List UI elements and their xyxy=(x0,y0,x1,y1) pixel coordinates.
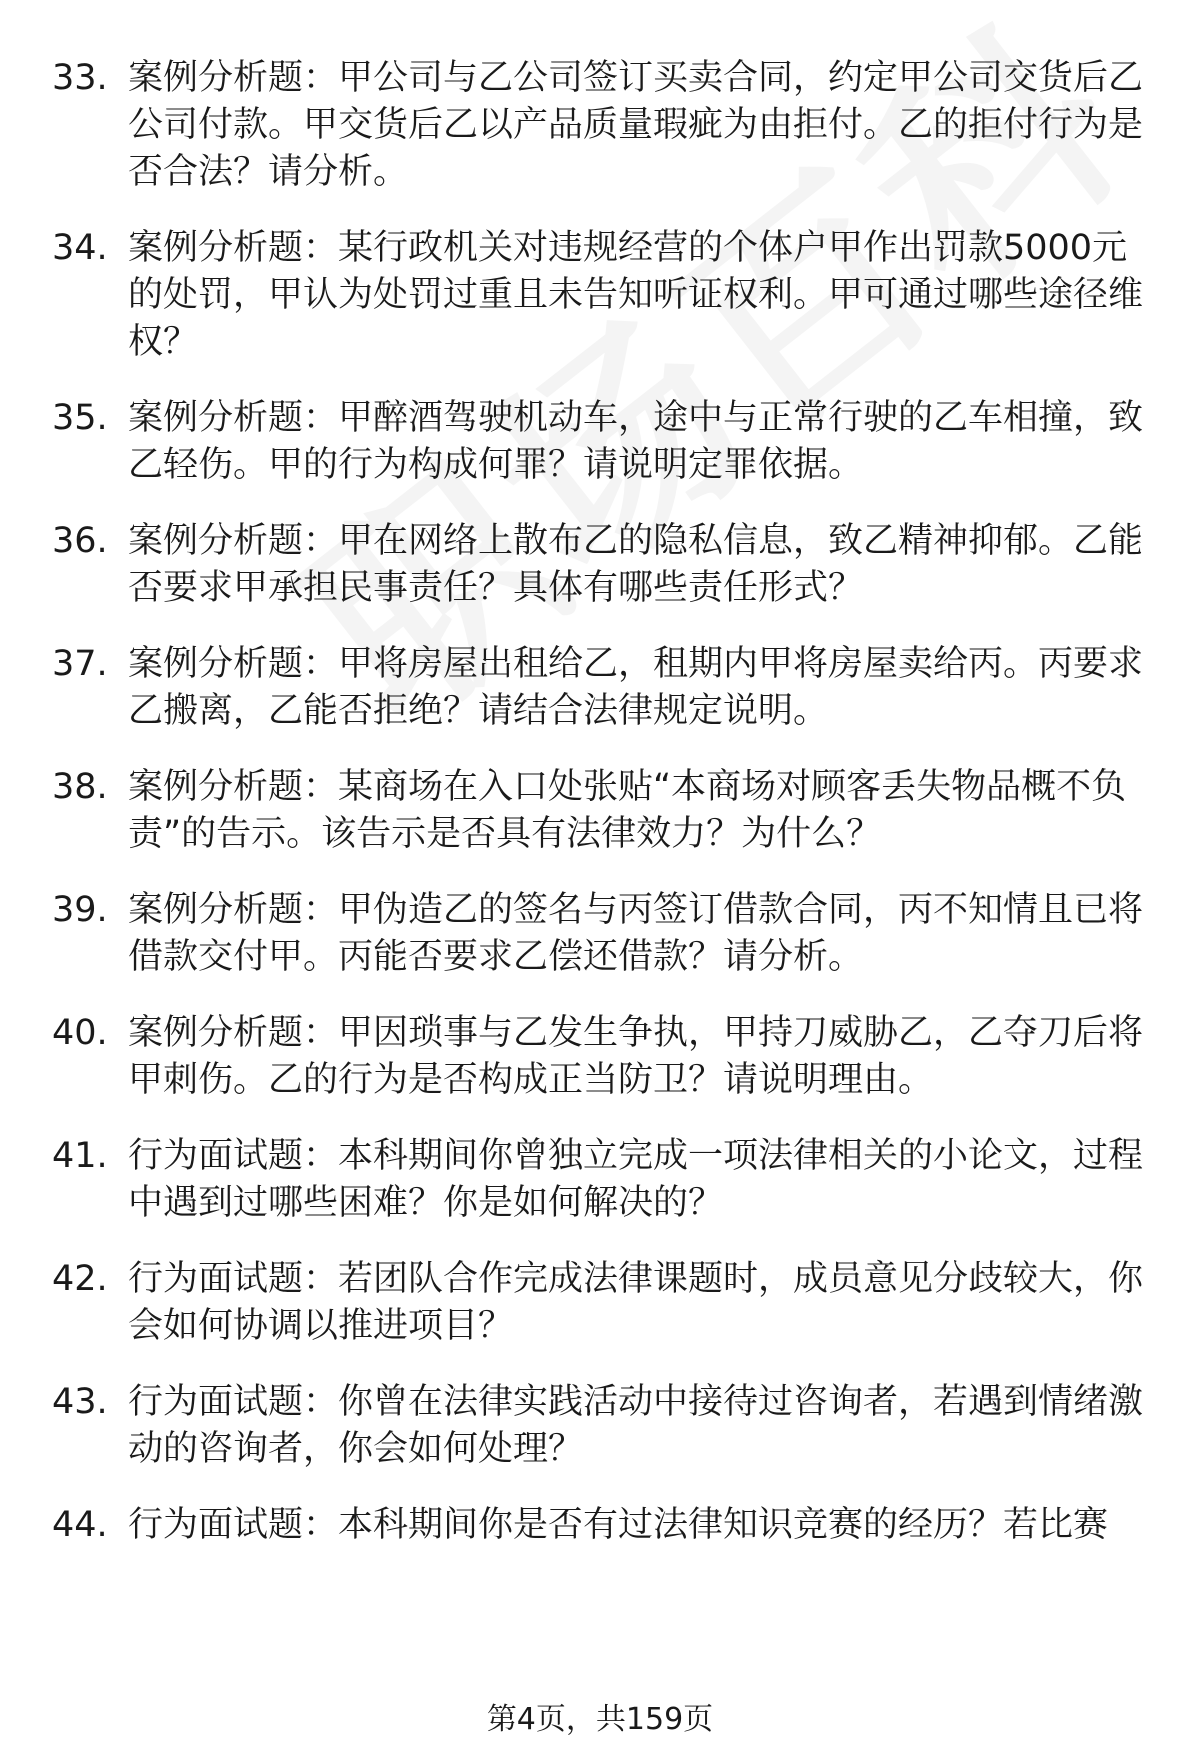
question-number: 37. xyxy=(52,644,108,684)
question-text: 案例分析题：甲醉酒驾驶机动车，途中与正常行驶的乙车相撞，致乙轻伤。甲的行为构成何罪？请说明定罪依据。 xyxy=(128,398,1144,485)
question-item xyxy=(0,887,1200,981)
question-text: 案例分析题：甲公司与乙公司签订买卖合同，约定甲公司交货后乙公司付款。甲交货后乙以产品质量瑕疵为由拒付。乙的拒付行为是否合法？请分析。 xyxy=(128,58,1144,192)
question-text: 案例分析题：某商场在入口处张贴“本商场对顾客丢失物品概不负责”的告示。该告示是否具有法律效力？为什么？ xyxy=(128,767,1127,854)
question-item xyxy=(0,1010,1200,1104)
question-item xyxy=(0,225,1200,366)
question-text: 案例分析题：甲将房屋出租给乙，租期内甲将房屋卖给丙。丙要求乙搬离，乙能否拒绝？请结合法律规定说明。 xyxy=(128,644,1144,731)
question-number: 40. xyxy=(52,1013,108,1053)
question-item xyxy=(0,1256,1200,1350)
question-item xyxy=(0,764,1200,858)
question-number: 36. xyxy=(52,521,108,561)
question-text: 案例分析题：甲伪造乙的签名与丙签订借款合同，丙不知情且已将借款交付甲。丙能否要求乙偿还借款？请分析。 xyxy=(128,890,1144,977)
question-number: 33. xyxy=(52,58,108,98)
question-number: 42. xyxy=(52,1259,108,1299)
question-item xyxy=(0,1379,1200,1473)
question-item xyxy=(0,1133,1200,1227)
page-footer: 第4页，共159页 xyxy=(486,1702,714,1737)
question-number: 41. xyxy=(52,1136,108,1176)
question-number: 34. xyxy=(52,228,108,268)
question-number: 38. xyxy=(52,767,108,807)
question-number: 39. xyxy=(52,890,108,930)
question-number: 35. xyxy=(52,398,108,438)
question-list xyxy=(0,55,1200,1578)
question-item xyxy=(0,641,1200,735)
question-text: 案例分析题：某行政机关对违规经营的个体户甲作出罚款5000元的处罚，甲认为处罚过重且未告知听证权利。甲可通过哪些途径维权？ xyxy=(128,228,1144,362)
question-text: 行为面试题：本科期间你曾独立完成一项法律相关的小论文，过程中遇到过哪些困难？你是如何解决的？ xyxy=(128,1136,1144,1223)
question-text: 行为面试题：本科期间你是否有过法律知识竞赛的经历？若比赛 xyxy=(128,1505,1109,1545)
question-item xyxy=(0,55,1200,196)
question-number: 43. xyxy=(52,1382,108,1422)
question-text: 行为面试题：若团队合作完成法律课题时，成员意见分歧较大，你会如何协调以推进项目？ xyxy=(128,1259,1144,1346)
question-text: 案例分析题：甲在网络上散布乙的隐私信息，致乙精神抑郁。乙能否要求甲承担民事责任？具体有哪些责任形式？ xyxy=(128,521,1144,608)
question-number: 44. xyxy=(52,1505,108,1545)
question-item xyxy=(0,1502,1200,1549)
question-text: 案例分析题：甲因琐事与乙发生争执，甲持刀威胁乙，乙夺刀后将甲刺伤。乙的行为是否构成正当防卫？请说明理由。 xyxy=(128,1013,1144,1100)
question-item xyxy=(0,518,1200,612)
question-text: 行为面试题：你曾在法律实践活动中接待过咨询者，若遇到情绪激动的咨询者，你会如何处理？ xyxy=(128,1382,1144,1469)
question-item xyxy=(0,395,1200,489)
